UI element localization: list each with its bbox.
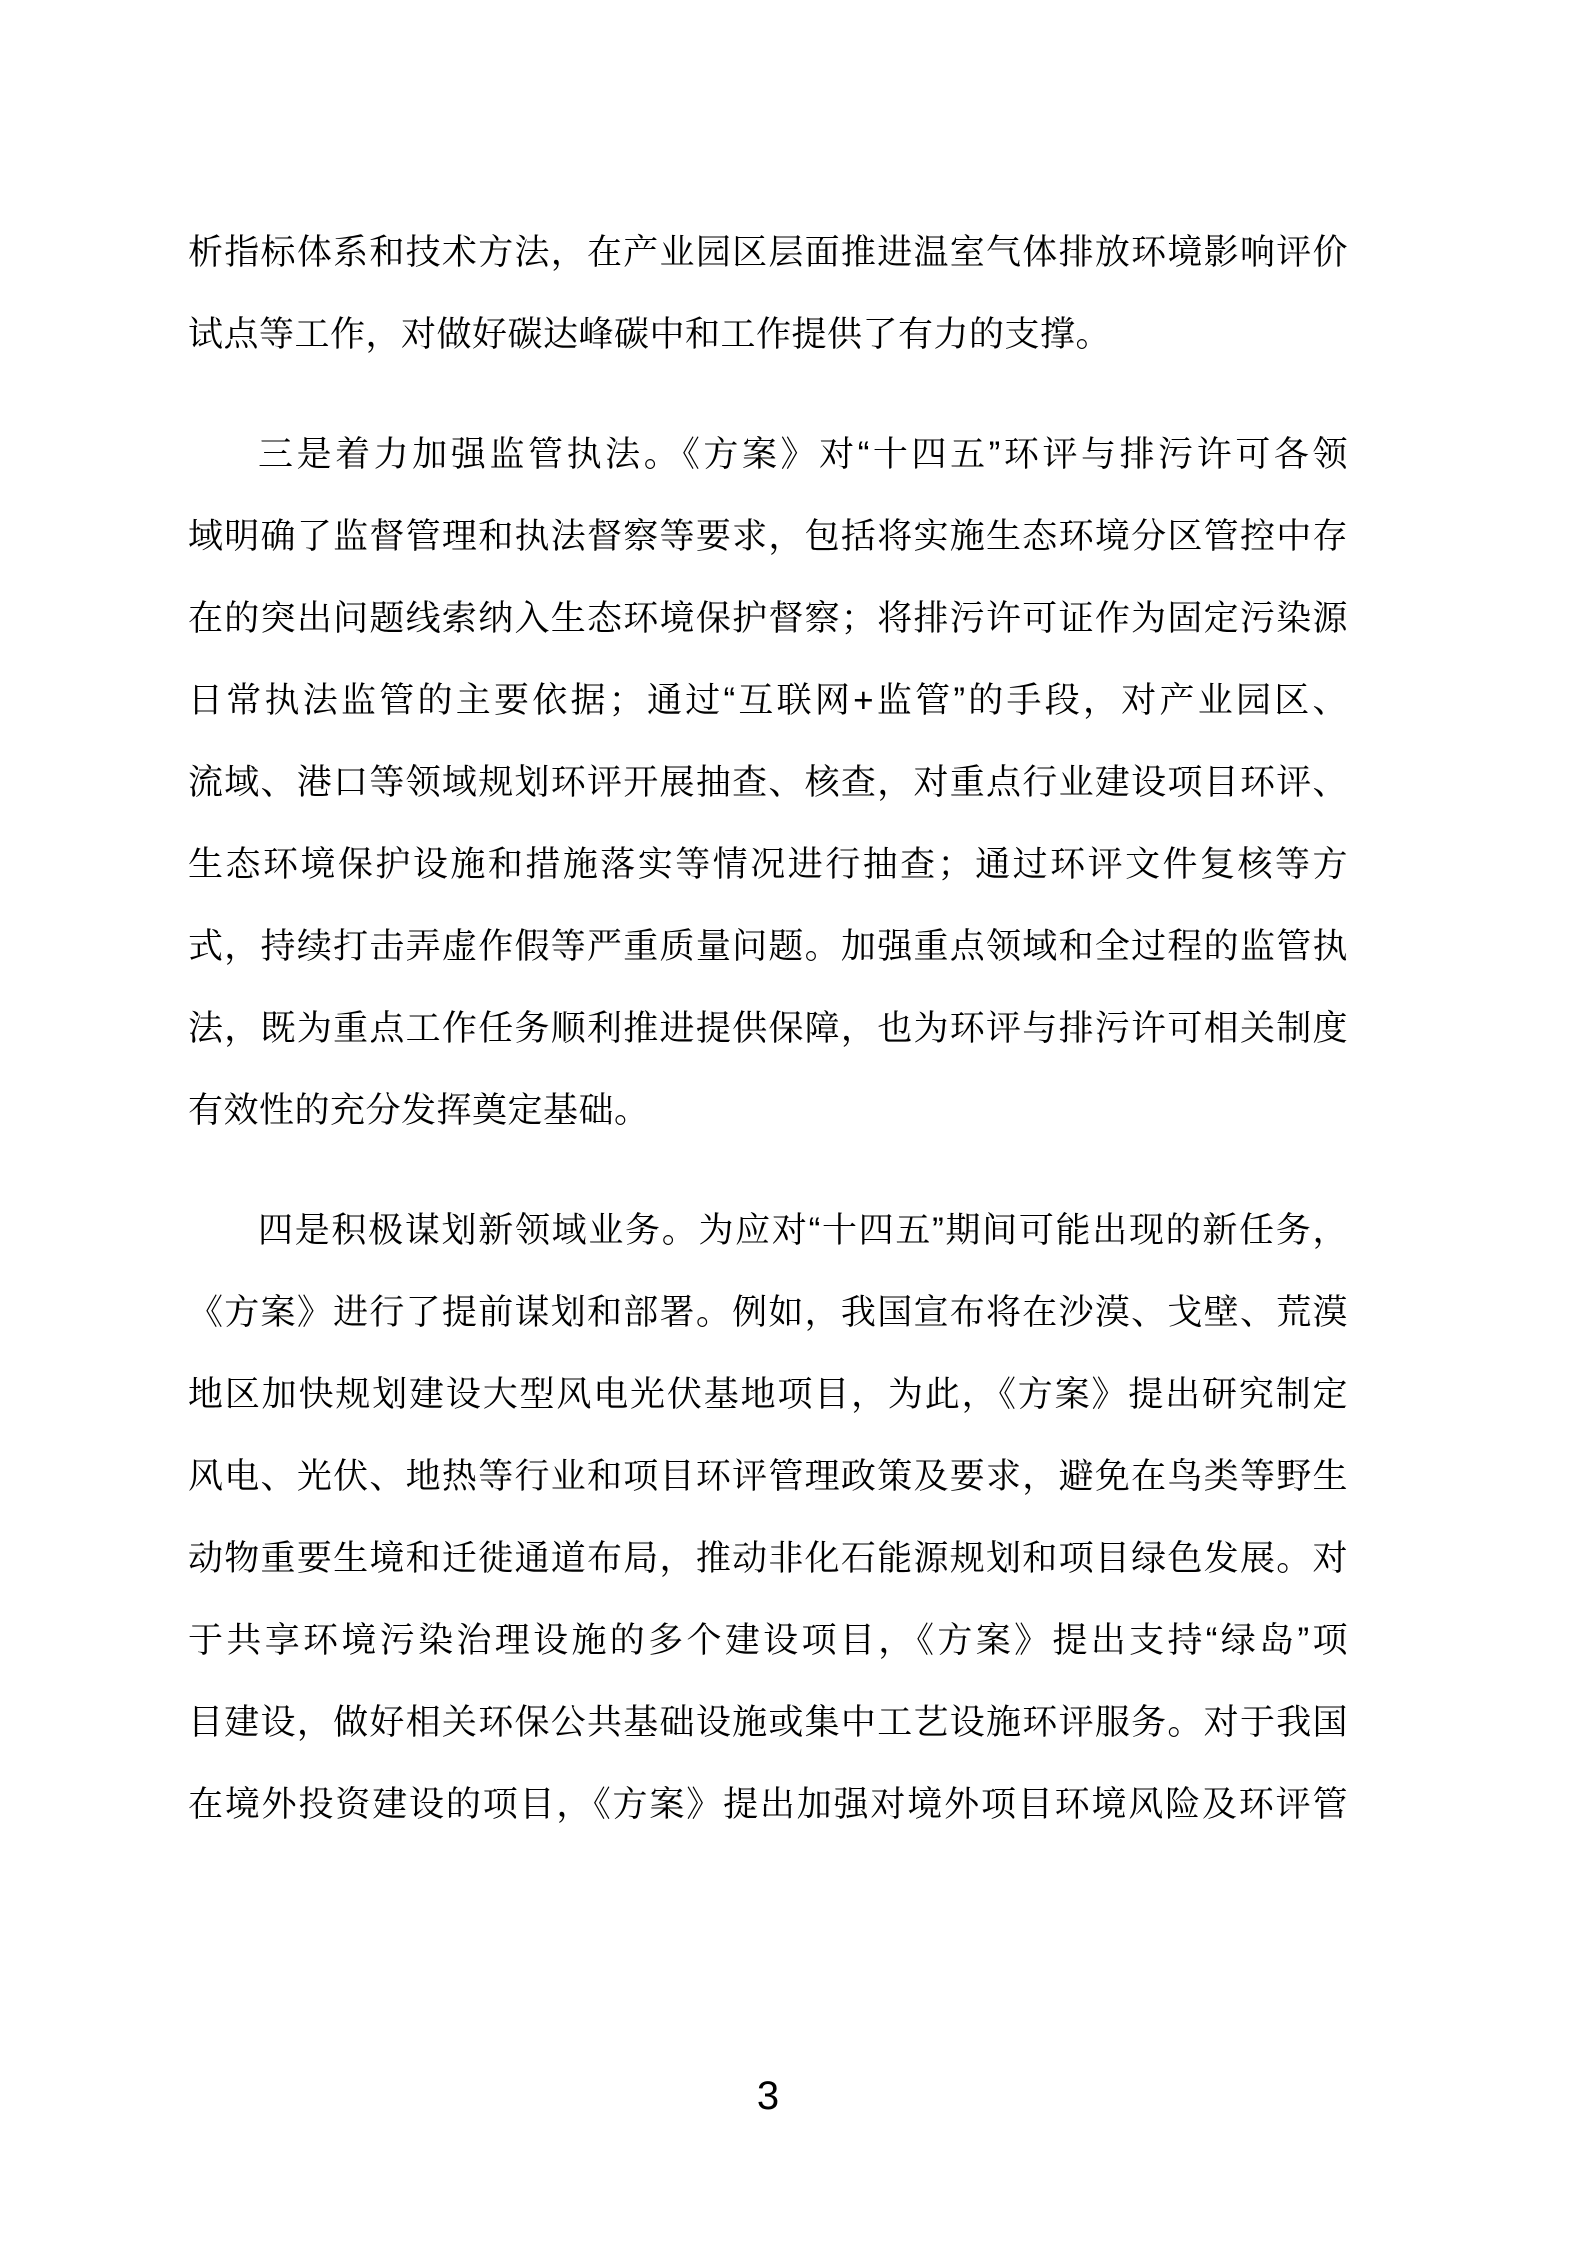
text-line: 析指标体系和技术方法，在产业园区层面推进温室气体排放环境影响评价 [188,233,1348,272]
text-line: 有效性的充分发挥奠定基础。 [188,1091,650,1130]
text-line: 《方案》进行了提前谋划和部署。例如，我国宣布将在沙漠、戈壁、荒漠 [188,1293,1348,1332]
text-line: 法，既为重点工作任务顺利推进提供保障，也为环评与排污许可相关制度 [188,1009,1348,1048]
text-line: 域明确了监督管理和执法督察等要求，包括将实施生态环境分区管控中存 [188,517,1348,556]
text-line: 在境外投资建设的项目，《方案》提出加强对境外项目环境风险及环评管 [188,1785,1348,1824]
page-number: 3 [756,2074,780,2118]
paragraph [188,414,1348,1152]
text-line: 在的突出问题线索纳入生态环境保护督察；将排污许可证作为固定污染源 [188,599,1348,638]
text-line: 生态环境保护设施和措施落实等情况进行抽查；通过环评文件复核等方 [188,845,1348,884]
text-line: 三是着力加强监管执法。《方案》对“十四五”环评与排污许可各领 [258,435,1348,474]
text-line: 流域、港口等领域规划环评开展抽查、核查，对重点行业建设项目环评、 [188,763,1348,802]
paragraph [188,1190,1348,1846]
text-line: 动物重要生境和迁徙通道布局，推动非化石能源规划和项目绿色发展。对 [188,1539,1348,1578]
paragraph [188,212,1348,376]
text-line: 风电、光伏、地热等行业和项目环评管理政策及要求，避免在鸟类等野生 [188,1457,1348,1496]
text-line: 日常执法监管的主要依据；通过“互联网+监管”的手段，对产业园区、 [188,681,1348,720]
text-line: 四是积极谋划新领域业务。为应对“十四五”期间可能出现的新任务， [258,1211,1348,1250]
text-line: 地区加快规划建设大型风电光伏基地项目，为此，《方案》提出研究制定 [188,1375,1348,1414]
text-line: 于共享环境污染治理设施的多个建设项目，《方案》提出支持“绿岛”项 [188,1621,1348,1660]
text-line: 试点等工作，对做好碳达峰碳中和工作提供了有力的支撑。 [188,315,1112,354]
text-line: 目建设，做好相关环保公共基础设施或集中工艺设施环评服务。对于我国 [188,1703,1348,1742]
text-line: 式，持续打击弄虚作假等严重质量问题。加强重点领域和全过程的监管执 [188,927,1348,966]
document-body [188,212,1348,1846]
